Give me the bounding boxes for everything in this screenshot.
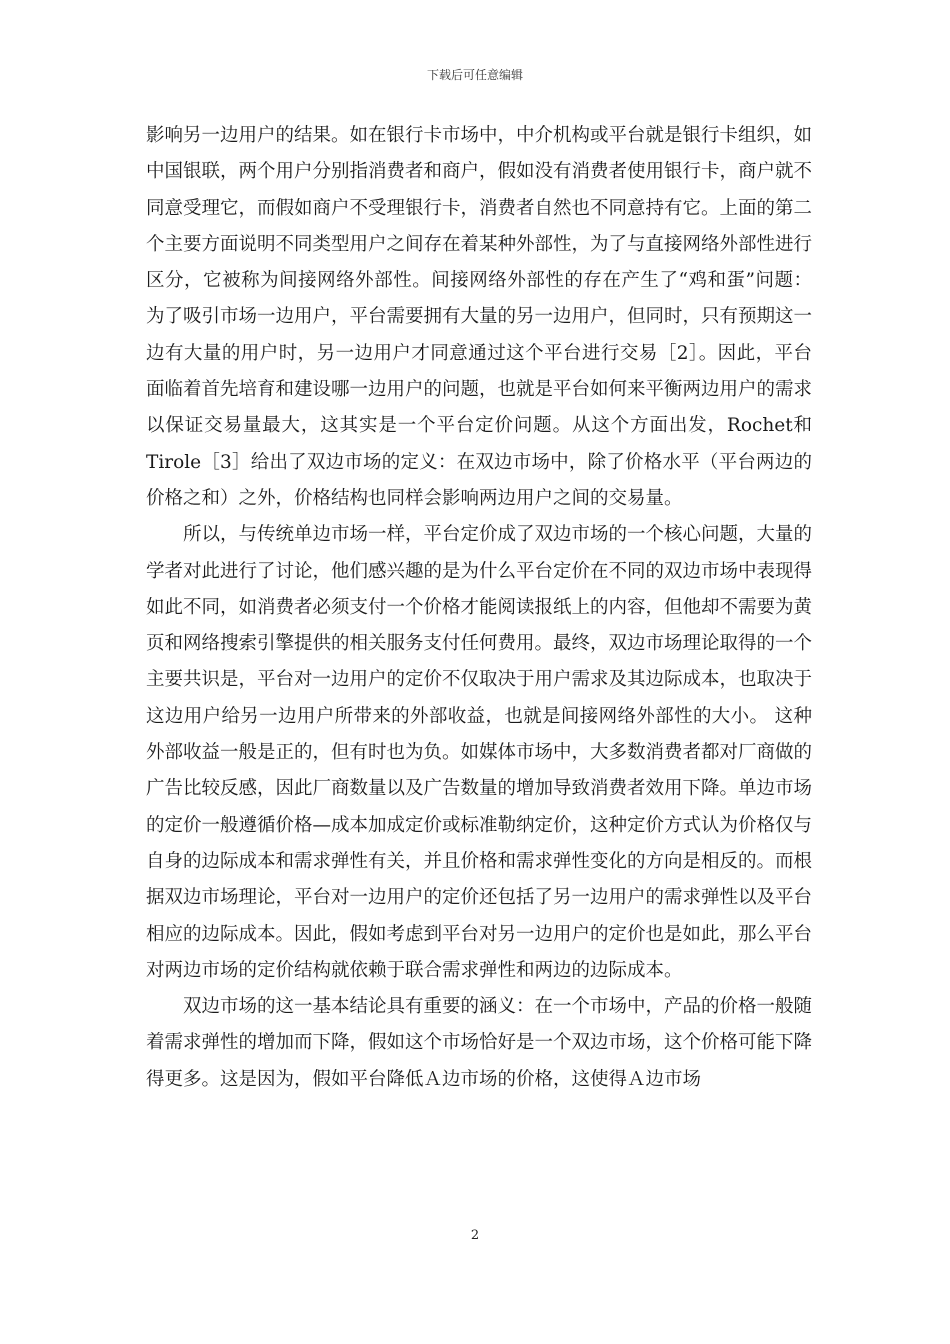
- document-body: [146, 118, 812, 1098]
- body-paragraph: 双边市场的这一基本结论具有重要的涵义：在一个市场中，产品的价格一般随着需求弹性的增加而下降，假如这个市场恰好是一个双边市场，这个价格可能下降得更多。这是因为，假如平台降低Ａ边市场的价格，这使得Ａ边市场: [146, 996, 813, 1090]
- page-header: 下载后可任意编辑: [426, 68, 523, 82]
- body-paragraph: 影响另一边用户的结果。如在银行卡市场中，中介机构或平台就是银行卡组织，如中国银联，两个用户分别指消费者和商户，假如没有消费者使用银行卡，商户就不同意受理它，而假如商户不受理银行卡，消费者自然也不同意持有它。上面的第二个主要方面说明不同类型用户之间存在着某种外部性，为了与直接网络外部性进行区分，它被称为间接网络外部性。间接网络外部性的存在产生了“鸡和蛋”问题：为了吸引市场一边用户，平台需要拥有大量的另一边用户，但同时，只有预期这一边有大量的用户时，另一边用户才同意通过这个平台进行交易［2］。因此，平台面临着首先培育和建设哪一边用户的问题，也就是平台如何来平衡两边用户的需求以保证交易量最大，这其实是一个平台定价问题。从这个方面出发，Rochet和Tirole［3］给出了双边市场的定义：在双边市场中，除了价格水平（平台两边的价格之和）之外，价格结构也同样会影响两边用户之间的交易量。: [146, 125, 813, 509]
- body-paragraph: 所以，与传统单边市场一样，平台定价成了双边市场的一个核心问题，大量的学者对此进行了讨论，他们感兴趣的是为什么平台定价在不同的双边市场中表现得如此不同，如消费者必须支付一个价格才能阅读报纸上的内容，但他却不需要为黄页和网络搜索引擎提供的相关服务支付任何费用。最终，双边市场理论取得的一个主要共识是，平台对一边用户的定价不仅取决于用户需求及其边际成本，也取决于这边用户给另一边用户所带来的外部收益，也就是间接网络外部性的大小。 这种外部收益一般是正的，但有时也为负。如媒体市场中，大多数消费者都对厂商做的广告比较反感，因此厂商数量以及广告数量的增加导致消费者效用下降。单边市场的定价一般遵循价格—成本加成定价或标准勒纳定价，这种定价方式认为价格仅与自身的边际成本和需求弹性有关，并且价格和需求弹性变化的方向是相反的。而根据双边市场理论，平台对一边用户的定价还包括了另一边用户的需求弹性以及平台相应的边际成本。因此，假如考虑到平台对另一边用户的定价也是如此，那么平台对两边市场的定价结构就依赖于联合需求弹性和两边的边际成本。: [146, 524, 813, 981]
- page-number: 2: [470, 1228, 480, 1243]
